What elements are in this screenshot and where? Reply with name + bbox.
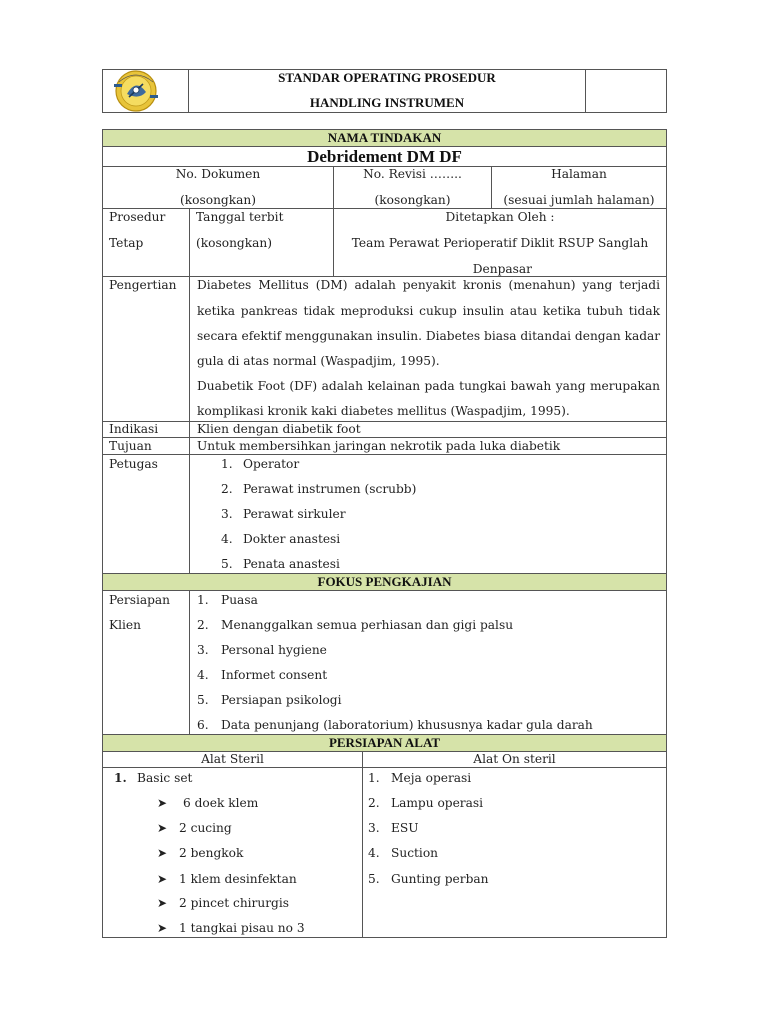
- rule: [102, 937, 667, 938]
- list-item: Operator: [243, 457, 300, 471]
- list-item: Informet consent: [221, 668, 328, 682]
- rule: [102, 437, 667, 438]
- list-item-number: 4.: [368, 846, 380, 860]
- no-dokumen-value: (kosongkan): [180, 193, 256, 207]
- rule: [666, 69, 667, 113]
- list-item: Gunting perban: [391, 872, 489, 886]
- list-item: Dokter anastesi: [243, 532, 341, 546]
- list-item-number: 5.: [221, 557, 233, 571]
- list-item-number: 3.: [368, 821, 380, 835]
- persiapan-label-2: Klien: [109, 618, 141, 632]
- pengertian-line: Duabetik Foot (DF) adalah kelainan pada tungkai bawah yang merupakan: [197, 379, 660, 393]
- header-line-2: HANDLING INSTRUMEN: [309, 95, 465, 110]
- rule: [102, 112, 667, 113]
- list-item: 2 cucing: [179, 821, 232, 835]
- list-item-number: 2.: [368, 796, 380, 810]
- rule: [102, 454, 667, 455]
- no-revisi-value: (kosongkan): [374, 193, 451, 207]
- no-revisi-label: No. Revisi ……..: [363, 167, 462, 181]
- list-item: ESU: [391, 821, 419, 835]
- list-item-number: 5.: [197, 693, 209, 707]
- list-item-number: 1.: [221, 457, 233, 471]
- ditetapkan-value-1: Team Perawat Perioperatif Diklit RSUP Sanglah: [351, 236, 649, 250]
- persiapan-alat-label: PERSIAPAN ALAT: [328, 735, 441, 750]
- fokus-pengkajian-label: FOKUS PENGKAJIAN: [317, 574, 452, 589]
- rule: [102, 69, 103, 113]
- list-item: Menanggalkan semua perhiasan dan gigi palsu: [221, 618, 514, 632]
- list-item: 2 pincet chirurgis: [179, 896, 290, 910]
- list-item: 1 klem desinfektan: [179, 872, 297, 886]
- list-item: Perawat instrumen (scrubb): [243, 482, 417, 496]
- list-item-number: 4.: [221, 532, 233, 546]
- list-item: Persiapan psikologi: [221, 693, 342, 707]
- list-item-number: 1.: [368, 771, 380, 785]
- indikasi-value: Klien dengan diabetik foot: [197, 422, 361, 436]
- tujuan-value: Untuk membersihkan jaringan nekrotik pada luka diabetik: [197, 439, 561, 453]
- list-item: Perawat sirkuler: [243, 507, 346, 521]
- rule: [585, 69, 586, 113]
- halaman-value: (sesuai jumlah halaman): [503, 193, 655, 207]
- basic-set-number: 1.: [114, 771, 127, 785]
- rule: [189, 208, 190, 573]
- arrowhead-bullet-icon: ➤: [157, 896, 168, 910]
- list-item: Lampu operasi: [391, 796, 484, 810]
- rule: [189, 590, 190, 734]
- procedure-title: Debridement DM DF: [307, 147, 462, 166]
- ditetapkan-label: Ditetapkan Oleh :: [445, 210, 555, 224]
- list-item: Meja operasi: [391, 771, 472, 785]
- tanggal-terbit-label: Tanggal terbit: [196, 210, 284, 224]
- list-item: Puasa: [221, 593, 258, 607]
- list-item: Data penunjang (laboratorium) khususnya kadar gula darah: [221, 718, 593, 732]
- indikasi-label: Indikasi: [109, 422, 159, 436]
- rule: [102, 590, 667, 591]
- list-item-number: 5.: [368, 872, 380, 886]
- ditetapkan-value-2: Denpasar: [472, 262, 532, 276]
- arrowhead-bullet-icon: ➤: [157, 846, 168, 860]
- list-item: Personal hygiene: [221, 643, 327, 657]
- list-item: 6 doek klem: [183, 796, 259, 810]
- list-item: 2 bengkok: [179, 846, 244, 860]
- header-line-1: STANDAR OPERATING PROSEDUR: [278, 70, 496, 85]
- hospital-seal-logo-icon: [105, 70, 167, 112]
- rule: [102, 421, 667, 422]
- no-dokumen-label: No. Dokumen: [175, 167, 261, 181]
- list-item-number: 2.: [221, 482, 233, 496]
- pengertian-line: ketika pankreas tidak meproduksi cukup insulin atau ketika tubuh tidak: [197, 304, 660, 318]
- alat-onsteril-header: Alat On steril: [473, 752, 556, 766]
- tanggal-terbit-value: (kosongkan): [196, 236, 272, 250]
- list-item-number: 3.: [221, 507, 233, 521]
- prosedur-label-1: Prosedur: [109, 210, 166, 224]
- arrowhead-bullet-icon: ➤: [157, 921, 168, 935]
- pengertian-line: secara efektif menggunakan insulin. Diabetes biasa ditandai dengan kadar: [197, 329, 661, 343]
- arrowhead-bullet-icon: ➤: [157, 872, 168, 886]
- list-item-number: 3.: [197, 643, 209, 657]
- alat-steril-header: Alat Steril: [201, 752, 264, 766]
- rule: [666, 129, 667, 938]
- rule: [102, 208, 667, 209]
- rule: [102, 129, 103, 938]
- rule: [362, 751, 363, 937]
- pengertian-line: gula di atas normal (Waspadjim, 1995).: [197, 354, 440, 368]
- rule: [102, 767, 667, 768]
- arrowhead-bullet-icon: ➤: [157, 821, 168, 835]
- list-item: Suction: [391, 846, 439, 860]
- list-item-number: 6.: [197, 718, 209, 732]
- halaman-label: Halaman: [551, 167, 607, 181]
- pengertian-line: Diabetes Mellitus (DM) adalah penyakit kronis (menahun) yang terjadi: [197, 278, 660, 292]
- prosedur-label-2: Tetap: [109, 236, 144, 250]
- nama-tindakan-label: NAMA TINDAKAN: [327, 130, 442, 145]
- arrowhead-bullet-icon: ➤: [157, 796, 168, 810]
- persiapan-label-1: Persiapan: [109, 593, 171, 607]
- list-item-number: 1.: [197, 593, 209, 607]
- list-item-number: 4.: [197, 668, 209, 682]
- list-item: 1 tangkai pisau no 3: [179, 921, 305, 935]
- tujuan-label: Tujuan: [109, 439, 152, 453]
- petugas-label: Petugas: [109, 457, 158, 471]
- rule: [102, 276, 667, 277]
- pengertian-label: Pengertian: [109, 278, 177, 292]
- list-item-number: 2.: [197, 618, 209, 632]
- list-item: Penata anastesi: [243, 557, 340, 571]
- basic-set-label: Basic set: [137, 771, 193, 785]
- pengertian-line: komplikasi kronik kaki diabetes mellitus (Waspadjim, 1995).: [197, 404, 570, 418]
